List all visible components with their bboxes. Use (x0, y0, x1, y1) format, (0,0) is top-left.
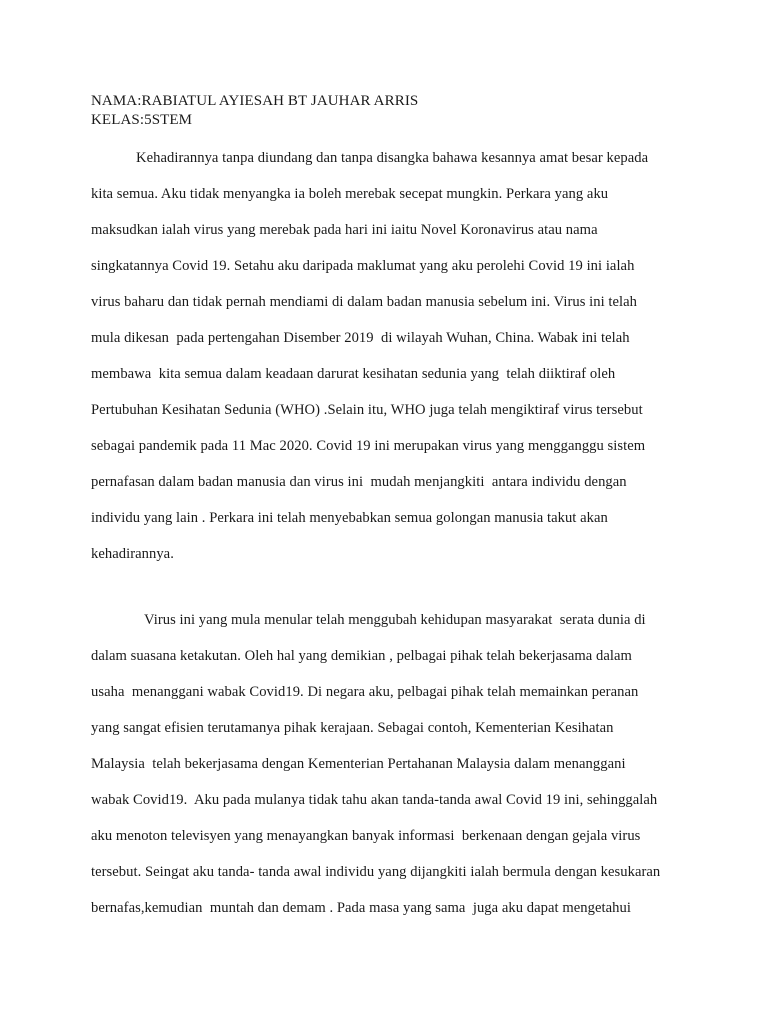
text-line: maksudkan ialah virus yang merebak pada hari ini iaitu Novel Koronavirus atau nama (91, 222, 598, 238)
text-line: usaha menanggani wabak Covid19. Di negara aku, pelbagai pihak telah memainkan peranan (91, 684, 639, 700)
text-line: kita semua. Aku tidak menyangka ia boleh merebak secepat mungkin. Perkara yang aku (91, 186, 609, 202)
text-line: tersebut. Seingat aku tanda- tanda awal individu yang dijangkiti ialah bermula dengan kesukaran (91, 864, 661, 880)
text-line: bernafas,kemudian muntah dan demam . Pada masa yang sama juga aku dapat mengetahui (91, 900, 631, 916)
text-line: Virus ini yang mula menular telah menggubah kehidupan masyarakat serata dunia di (144, 612, 646, 628)
text-line: mula dikesan pada pertengahan Disember 2019 di wilayah Wuhan, China. Wabak ini telah (91, 330, 630, 346)
text-line: pernafasan dalam badan manusia dan virus ini mudah menjangkiti antara individu dengan (91, 474, 627, 490)
document-header (91, 92, 418, 130)
text-line: sebagai pandemik pada 11 Mac 2020. Covid 19 ini merupakan virus yang mengganggu sistem (91, 438, 646, 454)
text-line: Pertubuhan Kesihatan Sedunia (WHO) .Selain itu, WHO juga telah mengiktiraf virus tersebut (91, 402, 643, 418)
text-line: kehadirannya. (91, 546, 174, 562)
text-line: wabak Covid19. Aku pada mulanya tidak tahu akan tanda-tanda awal Covid 19 ini, sehinggalah (91, 792, 658, 808)
text-line: membawa kita semua dalam keadaan darurat kesihatan sedunia yang telah diiktiraf oleh (91, 366, 616, 382)
student-name: NAMA:RABIATUL AYIESAH BT JAUHAR ARRIS (91, 93, 419, 109)
student-class: KELAS:5STEM (91, 112, 193, 128)
text-line: yang sangat efisien terutamanya pihak kerajaan. Sebagai contoh, Kementerian Kesihatan (91, 720, 614, 736)
text-line: aku menoton televisyen yang menayangkan banyak informasi berkenaan dengan gejala virus (91, 828, 641, 844)
text-line: Malaysia telah bekerjasama dengan Kementerian Pertahanan Malaysia dalam menanggani (91, 756, 626, 772)
text-line: virus baharu dan tidak pernah mendiami di dalam badan manusia sebelum ini. Virus ini telah (91, 294, 638, 310)
text-line: individu yang lain . Perkara ini telah menyebabkan semua golongan manusia takut akan (91, 510, 608, 526)
text-line: Kehadirannya tanpa diundang dan tanpa disangka bahawa kesannya amat besar kepada (136, 150, 649, 166)
text-line: dalam suasana ketakutan. Oleh hal yang demikian , pelbagai pihak telah bekerjasama dalam (91, 648, 632, 664)
text-line: singkatannya Covid 19. Setahu aku daripada maklumat yang aku perolehi Covid 19 ini ialah (91, 258, 635, 274)
